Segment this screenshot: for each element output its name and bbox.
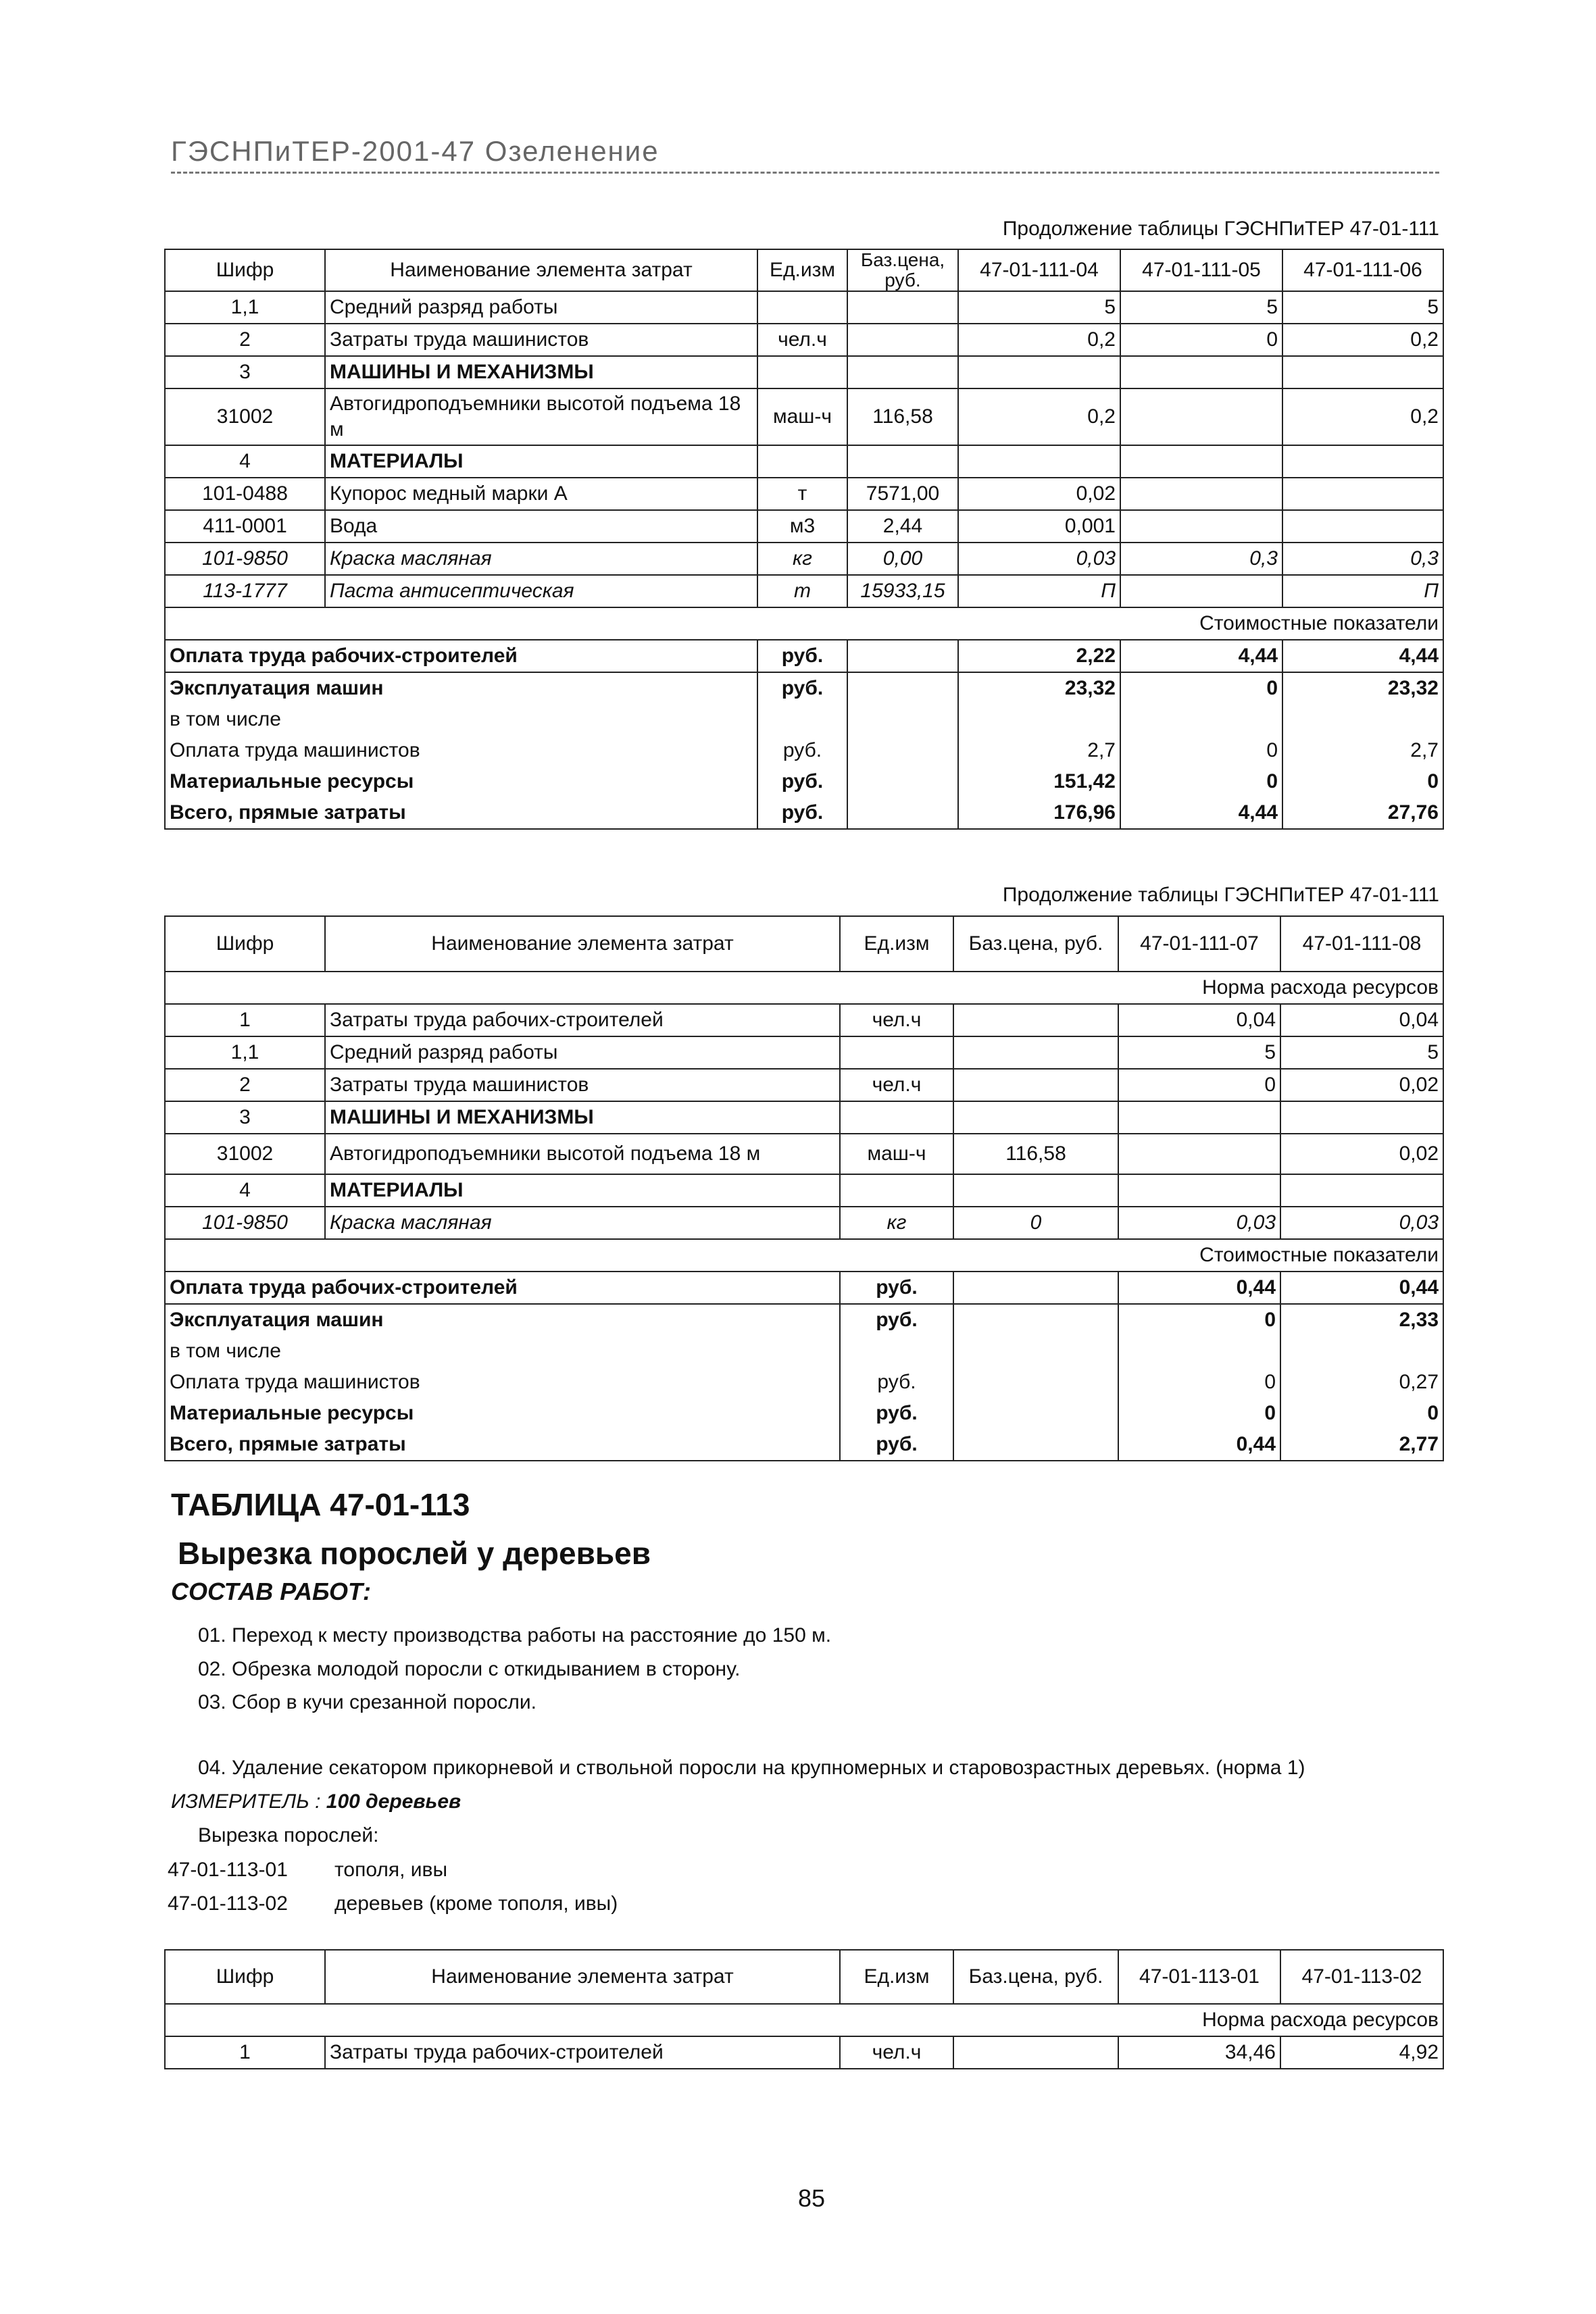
col-code-header: Шифр xyxy=(165,249,325,291)
row-value: 34,46 xyxy=(1118,2036,1280,2069)
work-heading: СОСТАВ РАБОТ: xyxy=(171,1578,371,1605)
row-unit xyxy=(840,1036,953,1069)
running-header-text: ГЭСНПиТЕР-2001-47 Озеленение xyxy=(171,135,659,167)
row-unit: чел.ч xyxy=(757,324,847,356)
row-value: 0,3 xyxy=(1282,543,1443,575)
row-value: П xyxy=(1282,575,1443,607)
row-code: 3 xyxy=(165,356,325,388)
row-name: Автогидроподъемники высотой подъема 18 м xyxy=(325,388,757,445)
row-unit: маш-ч xyxy=(757,388,847,445)
row-value: 0 xyxy=(1120,324,1282,356)
measure-label: ИЗМЕРИТЕЛЬ : xyxy=(171,1790,321,1813)
row-code: 2 xyxy=(165,324,325,356)
row-value: 0,3 xyxy=(1120,543,1282,575)
cost-name: Всего, прямые затраты xyxy=(165,1429,840,1461)
row-value xyxy=(1120,356,1282,388)
row-value xyxy=(958,445,1120,478)
cost-unit: руб. xyxy=(757,766,847,797)
col-price-header: Баз.цена, руб. xyxy=(847,249,958,291)
row-value: 0,03 xyxy=(1280,1207,1443,1239)
cost-value: 4,44 xyxy=(1120,797,1282,829)
section-label: Стоимостные показатели xyxy=(165,1239,1443,1272)
row-value xyxy=(958,356,1120,388)
row-unit: кг xyxy=(757,543,847,575)
row-value: 4,92 xyxy=(1280,2036,1443,2069)
cost-value: 2,7 xyxy=(958,735,1120,766)
row-unit xyxy=(757,445,847,478)
cost-value: 2,33 xyxy=(1280,1304,1443,1336)
row-code: 1,1 xyxy=(165,291,325,324)
row-unit: м3 xyxy=(757,510,847,543)
col-price-header: Баз.цена, руб. xyxy=(953,1950,1118,2004)
cost-value: 0 xyxy=(1120,672,1282,704)
row-value xyxy=(1282,478,1443,510)
row-name: МАТЕРИАЛЫ xyxy=(325,445,757,478)
row-name: МАТЕРИАЛЫ xyxy=(325,1174,840,1207)
col-unit-header: Ед.изм xyxy=(840,916,953,972)
row-price: 0 xyxy=(953,1207,1118,1239)
cost-unit: руб. xyxy=(840,1272,953,1304)
row-price xyxy=(953,1004,1118,1036)
row-unit: т xyxy=(757,575,847,607)
cost-value: 0,44 xyxy=(1118,1272,1280,1304)
col-price-header: Баз.цена, руб. xyxy=(953,916,1118,972)
cost-value xyxy=(1120,704,1282,735)
row-name: Краска масляная xyxy=(325,543,757,575)
row-name: Автогидроподъемники высотой подъема 18 м xyxy=(325,1134,840,1174)
col-norm-header: 47-01-111-07 xyxy=(1118,916,1280,972)
col-code-header: Шифр xyxy=(165,916,325,972)
row-value xyxy=(1282,356,1443,388)
col-name-header: Наименование элемента затрат xyxy=(325,1950,840,2004)
row-value xyxy=(1118,1174,1280,1207)
row-name: Купорос медный марки А xyxy=(325,478,757,510)
row-name: МАШИНЫ И МЕХАНИЗМЫ xyxy=(325,356,757,388)
cost-value: 0 xyxy=(1118,1398,1280,1429)
cost-name: Оплата труда машинистов xyxy=(165,1367,840,1398)
measure-line xyxy=(171,1790,461,1813)
row-name: Краска масляная xyxy=(325,1207,840,1239)
row-value: 0,03 xyxy=(958,543,1120,575)
code-desc: деревьев (кроме тополя, ивы) xyxy=(334,1892,618,1915)
row-price: 7571,00 xyxy=(847,478,958,510)
row-price xyxy=(847,291,958,324)
row-unit: чел.ч xyxy=(840,1004,953,1036)
row-value: 0,02 xyxy=(958,478,1120,510)
row-price xyxy=(953,1036,1118,1069)
norm-label: Норма расхода ресурсов xyxy=(165,2004,1443,2036)
row-unit: т xyxy=(757,478,847,510)
row-code: 101-0488 xyxy=(165,478,325,510)
cost-name: Всего, прямые затраты xyxy=(165,797,757,829)
row-price: 0,00 xyxy=(847,543,958,575)
row-code: 101-9850 xyxy=(165,1207,325,1239)
cost-value: 0 xyxy=(1280,1398,1443,1429)
row-price xyxy=(847,324,958,356)
row-code: 1 xyxy=(165,1004,325,1036)
cost-value xyxy=(1282,704,1443,735)
cost-value: 4,44 xyxy=(1282,640,1443,672)
col-name-header: Наименование элемента затрат xyxy=(325,249,757,291)
row-price: 116,58 xyxy=(953,1134,1118,1174)
row-value: 0,2 xyxy=(1282,324,1443,356)
row-value xyxy=(1118,1101,1280,1134)
row-code: 101-9850 xyxy=(165,543,325,575)
table1 xyxy=(164,249,1444,830)
row-name: Затраты труда рабочих-строителей xyxy=(325,1004,840,1036)
row-code: 31002 xyxy=(165,388,325,445)
row-value: П xyxy=(958,575,1120,607)
cost-name: Материальные ресурсы xyxy=(165,1398,840,1429)
work-item: 04. Удаление секатором прикорневой и ствольной поросли на крупномерных и старовозрастных деревьях. (норма 1) xyxy=(198,1757,1305,1779)
running-header xyxy=(171,114,1439,174)
col-code-header: Шифр xyxy=(165,1950,325,2004)
cost-name: Оплата труда рабочих-строителей xyxy=(165,1272,840,1304)
measure-value: 100 деревьев xyxy=(326,1790,462,1813)
cost-unit: руб. xyxy=(757,797,847,829)
cost-value: 0,44 xyxy=(1280,1272,1443,1304)
cost-value: 0,44 xyxy=(1118,1429,1280,1461)
table1-caption: Продолжение таблицы ГЭСНПиТЕР 47-01-111 xyxy=(1002,218,1439,240)
row-price xyxy=(953,2036,1118,2069)
row-value: 0,001 xyxy=(958,510,1120,543)
cost-unit: руб. xyxy=(757,672,847,704)
row-code: 1 xyxy=(165,2036,325,2069)
row-value xyxy=(1282,510,1443,543)
row-price: 116,58 xyxy=(847,388,958,445)
cost-value: 23,32 xyxy=(958,672,1120,704)
cost-name: Эксплуатация машин xyxy=(165,672,757,704)
col-name-header: Наименование элемента затрат xyxy=(325,916,840,972)
cost-value: 151,42 xyxy=(958,766,1120,797)
row-unit: чел.ч xyxy=(840,2036,953,2069)
cost-value: 2,7 xyxy=(1282,735,1443,766)
row-unit: кг xyxy=(840,1207,953,1239)
code-desc: тополя, ивы xyxy=(334,1859,448,1881)
cost-name: Материальные ресурсы xyxy=(165,766,757,797)
table2-caption: Продолжение таблицы ГЭСНПиТЕР 47-01-111 xyxy=(1002,884,1439,906)
cost-value: 2,22 xyxy=(958,640,1120,672)
row-price xyxy=(953,1069,1118,1101)
row-value: 0,04 xyxy=(1280,1004,1443,1036)
row-name: Затраты труда машинистов xyxy=(325,324,757,356)
row-code: 4 xyxy=(165,1174,325,1207)
row-unit xyxy=(757,356,847,388)
page-number: 85 xyxy=(797,2184,826,2212)
cost-value: 176,96 xyxy=(958,797,1120,829)
cost-value: 27,76 xyxy=(1282,797,1443,829)
row-code: 2 xyxy=(165,1069,325,1101)
row-code: 113-1777 xyxy=(165,575,325,607)
row-value: 5 xyxy=(1120,291,1282,324)
row-value: 0,2 xyxy=(958,388,1120,445)
row-name: Средний разряд работы xyxy=(325,1036,840,1069)
code-item: 47-01-113-02 xyxy=(168,1892,288,1915)
code-item: 47-01-113-01 xyxy=(168,1859,288,1881)
work-item: 01. Переход к месту производства работы на расстояние до 150 м. xyxy=(198,1624,832,1646)
row-value xyxy=(1282,445,1443,478)
cost-unit: руб. xyxy=(840,1367,953,1398)
cost-value: 0 xyxy=(1118,1304,1280,1336)
row-value xyxy=(1120,388,1282,445)
cost-value xyxy=(958,704,1120,735)
row-value: 0,03 xyxy=(1118,1207,1280,1239)
cost-unit: руб. xyxy=(840,1429,953,1461)
row-value xyxy=(1280,1174,1443,1207)
row-value: 5 xyxy=(1118,1036,1280,1069)
row-unit: чел.ч xyxy=(840,1069,953,1101)
table2 xyxy=(164,915,1444,1461)
row-name: Затраты труда рабочих-строителей xyxy=(325,2036,840,2069)
cost-unit xyxy=(757,704,847,735)
col-unit-header: Ед.изм xyxy=(840,1950,953,2004)
table-title: ТАБЛИЦА 47-01-113 xyxy=(171,1487,470,1522)
row-code: 31002 xyxy=(165,1134,325,1174)
cost-name: Эксплуатация машин xyxy=(165,1304,840,1336)
section-label: Стоимостные показатели xyxy=(165,607,1443,640)
cost-name: Оплата труда рабочих-строителей xyxy=(165,640,757,672)
cost-value: 0,27 xyxy=(1280,1367,1443,1398)
row-unit: маш-ч xyxy=(840,1134,953,1174)
row-name: Средний разряд работы xyxy=(325,291,757,324)
row-value xyxy=(1120,575,1282,607)
row-code: 4 xyxy=(165,445,325,478)
row-code: 3 xyxy=(165,1101,325,1134)
row-name: Паста антисептическая xyxy=(325,575,757,607)
row-code: 411-0001 xyxy=(165,510,325,543)
row-price xyxy=(953,1174,1118,1207)
table3 xyxy=(164,1949,1444,2069)
row-price xyxy=(847,356,958,388)
row-value xyxy=(1120,510,1282,543)
cost-unit: руб. xyxy=(840,1304,953,1336)
col-norm-header: 47-01-111-04 xyxy=(958,249,1120,291)
col-norm-header: 47-01-113-02 xyxy=(1280,1950,1443,2004)
col-norm-header: 47-01-111-08 xyxy=(1280,916,1443,972)
row-value: 5 xyxy=(1282,291,1443,324)
cost-value: 23,32 xyxy=(1282,672,1443,704)
row-unit xyxy=(840,1174,953,1207)
col-norm-header: 47-01-111-06 xyxy=(1282,249,1443,291)
cost-value: 4,44 xyxy=(1120,640,1282,672)
norm-label: Норма расхода ресурсов xyxy=(165,972,1443,1004)
row-value: 0 xyxy=(1118,1069,1280,1101)
col-unit-header: Ед.изм xyxy=(757,249,847,291)
row-price xyxy=(953,1101,1118,1134)
row-value: 0,2 xyxy=(1282,388,1443,445)
cost-value: 0 xyxy=(1282,766,1443,797)
row-value xyxy=(1280,1101,1443,1134)
row-value: 5 xyxy=(958,291,1120,324)
cost-name: в том числе xyxy=(165,1336,840,1367)
row-value xyxy=(1120,478,1282,510)
row-code: 1,1 xyxy=(165,1036,325,1069)
cost-value: 0 xyxy=(1120,735,1282,766)
row-price xyxy=(847,445,958,478)
row-value: 0,2 xyxy=(958,324,1120,356)
row-value: 5 xyxy=(1280,1036,1443,1069)
cost-value xyxy=(1118,1336,1280,1367)
col-norm-header: 47-01-111-05 xyxy=(1120,249,1282,291)
row-price: 2,44 xyxy=(847,510,958,543)
cost-name: в том числе xyxy=(165,704,757,735)
cost-value: 0 xyxy=(1120,766,1282,797)
cost-value: 2,77 xyxy=(1280,1429,1443,1461)
work-item: 03. Сбор в кучи срезанной поросли. xyxy=(198,1691,537,1713)
row-value xyxy=(1120,445,1282,478)
row-name: Затраты труда машинистов xyxy=(325,1069,840,1101)
cost-unit xyxy=(840,1336,953,1367)
row-value: 0,02 xyxy=(1280,1134,1443,1174)
row-name: Вода xyxy=(325,510,757,543)
work-item: 02. Обрезка молодой поросли с откидыванием в сторону. xyxy=(198,1658,741,1680)
row-value xyxy=(1118,1134,1280,1174)
row-name: МАШИНЫ И МЕХАНИЗМЫ xyxy=(325,1101,840,1134)
row-unit xyxy=(757,291,847,324)
cost-unit: руб. xyxy=(757,735,847,766)
cost-name: Оплата труда машинистов xyxy=(165,735,757,766)
cost-value: 0 xyxy=(1118,1367,1280,1398)
row-unit xyxy=(840,1101,953,1134)
col-norm-header: 47-01-113-01 xyxy=(1118,1950,1280,2004)
row-value: 0,02 xyxy=(1280,1069,1443,1101)
section-subtitle: Вырезка порослей у деревьев xyxy=(178,1536,651,1571)
list-heading: Вырезка порослей: xyxy=(198,1824,379,1846)
row-price: 15933,15 xyxy=(847,575,958,607)
cost-value xyxy=(1280,1336,1443,1367)
row-value: 0,04 xyxy=(1118,1004,1280,1036)
cost-unit: руб. xyxy=(840,1398,953,1429)
cost-unit: руб. xyxy=(757,640,847,672)
